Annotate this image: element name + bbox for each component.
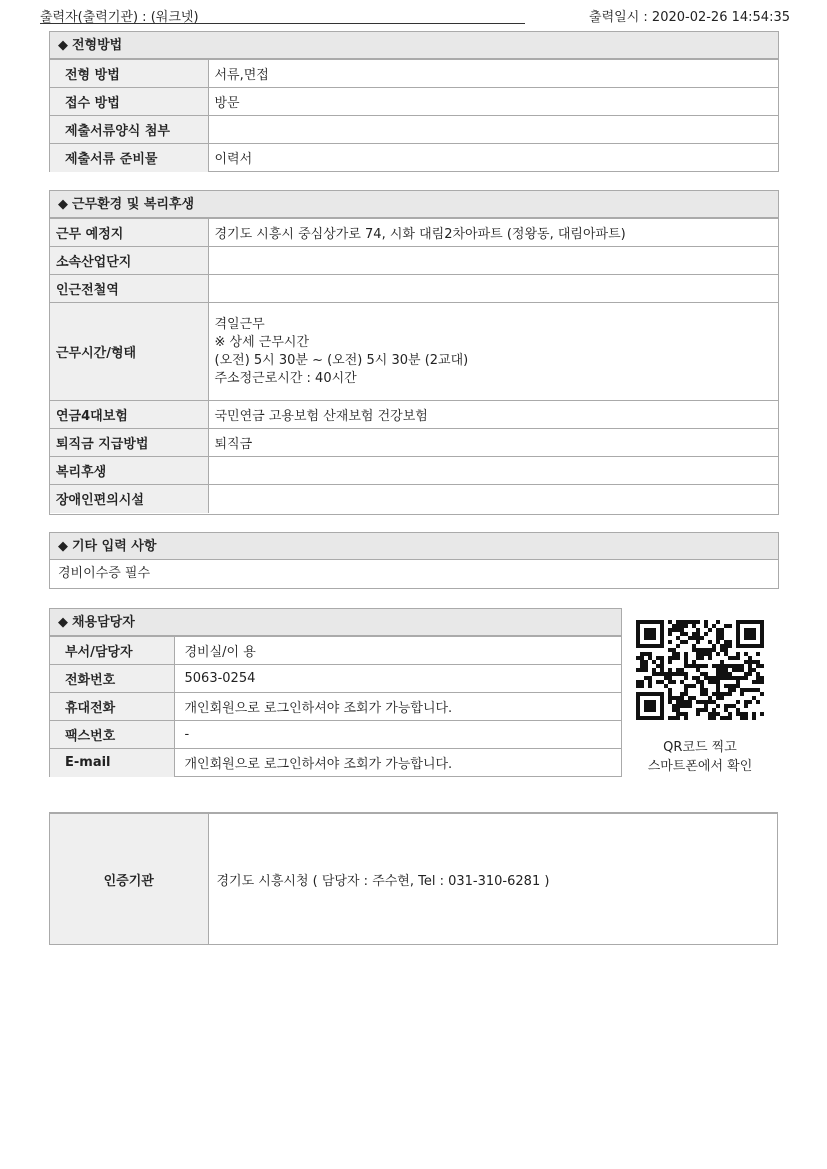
row-value: 방문 [208,88,778,116]
printer-info: 출력자(출력기관) : (워크넷) [40,6,525,24]
work-hours-line: (오전) 5시 30분 ~ (오전) 5시 30분 (2교대) [214,352,469,368]
row-label: 연금4대보험 [50,401,208,429]
row-label: 장애인편의시설 [50,485,208,513]
work-hours-line: ※ 상세 근무시간 [214,334,310,350]
row-label: 인근전철역 [50,275,208,303]
row-label: 근무 예정지 [50,219,208,247]
row-value: 경비실/이 용 [174,637,621,665]
row-value: 퇴직금 [208,429,778,457]
row-label: 제출서류 준비물 [50,144,208,172]
row-label: 접수 방법 [50,88,208,116]
row-value [208,275,778,303]
work-hours-line: 격일근무 [214,316,265,332]
diamond-bullet-icon: ◆ [58,38,68,53]
diamond-bullet-icon: ◆ [58,615,68,630]
row-label: 제출서류양식 첨부 [50,116,208,144]
qr-caption-line: QR코드 찍고 [663,740,737,755]
table-row [50,457,778,485]
section-title: 기타 입력 사항 [72,539,157,554]
table-row [50,303,778,401]
print-header [40,6,790,24]
table-row [50,116,778,144]
recruiter-section [49,608,622,777]
row-label: 팩스번호 [50,721,174,749]
work-environment-section [49,190,779,515]
table-row [50,485,778,513]
work-table [50,218,778,513]
table-row [50,219,778,247]
recruiter-table [50,636,621,777]
selection-method-section [49,31,779,172]
section-header [50,609,621,636]
section-header [50,32,778,59]
row-label: E-mail [50,749,174,777]
section-title: 근무환경 및 복리후생 [72,197,195,212]
section-header [50,191,778,218]
row-value: - [174,721,621,749]
table-row [50,814,777,945]
qr-caption-line: 스마트폰에서 확인 [647,759,753,774]
qr-block [636,620,764,776]
table-row [50,401,778,429]
row-value [208,485,778,513]
row-label: 전화번호 [50,665,174,693]
table-row [50,144,778,172]
table-row [50,247,778,275]
row-label: 부서/담당자 [50,637,174,665]
row-value: 이력서 [208,144,778,172]
table-row [50,749,621,777]
row-label: 전형 방법 [50,60,208,88]
table-row [50,693,621,721]
qr-code-icon [636,620,764,720]
other-info-section [49,532,779,589]
table-row [50,637,621,665]
diamond-bullet-icon: ◆ [58,197,68,212]
table-row [50,721,621,749]
row-value: 5063-0254 [174,665,621,693]
row-label: 근무시간/형태 [50,303,208,401]
table-row [50,60,778,88]
row-value [208,457,778,485]
qr-caption [636,738,764,776]
diamond-bullet-icon: ◆ [58,539,68,554]
row-label: 휴대전화 [50,693,174,721]
certification-value: 경기도 시흥시청 ( 담당자 : 주수현, Tel : 031-310-6281 ) [208,814,777,945]
work-hours-line: 주소정근로시간 : 40시간 [214,370,357,386]
section-header [50,533,778,560]
row-value: 서류,면접 [208,60,778,88]
table-row [50,275,778,303]
section-title: 전형방법 [72,38,123,53]
table-row [50,429,778,457]
row-value [208,116,778,144]
row-value: 국민연금 고용보험 산재보험 건강보험 [208,401,778,429]
certification-box [49,812,778,945]
row-value: 경기도 시흥시 중심상가로 74, 시화 대림2차아파트 (정왕동, 대림아파트) [208,219,778,247]
row-label: 퇴직금 지급방법 [50,429,208,457]
certification-table [50,813,777,944]
section-title: 채용담당자 [72,615,135,630]
work-hours-value [208,303,778,401]
table-row [50,665,621,693]
row-value: 개인회원으로 로그인하셔야 조회가 가능합니다. [174,749,621,777]
row-label: 소속산업단지 [50,247,208,275]
row-label: 복리후생 [50,457,208,485]
other-info-value: 경비이수증 필수 [58,566,151,581]
print-datetime: 출력일시 : 2020-02-26 14:54:35 [589,10,790,25]
certification-label: 인증기관 [50,814,208,945]
row-value [208,247,778,275]
selection-table [50,59,778,172]
row-value: 개인회원으로 로그인하셔야 조회가 가능합니다. [174,693,621,721]
table-row [50,88,778,116]
